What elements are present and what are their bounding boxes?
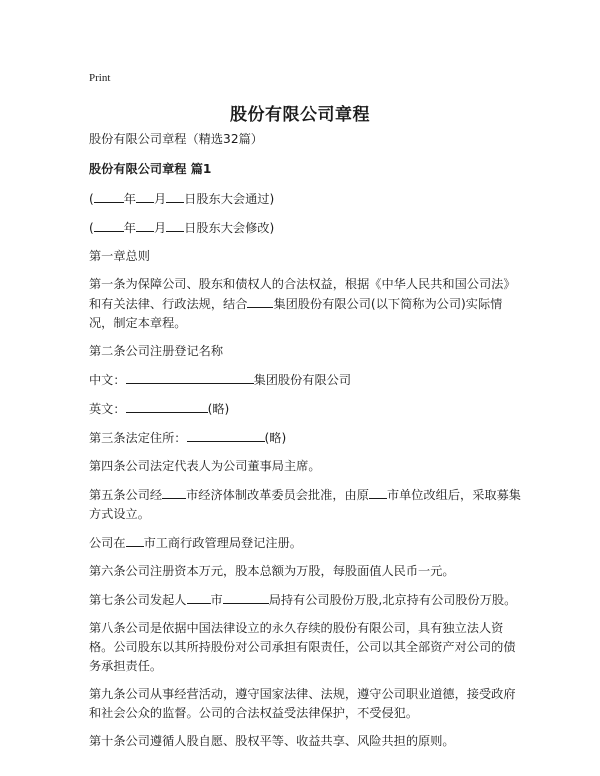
text-fragment: 月 [153,192,167,206]
text-fragment: 第七条公司发起人 [89,593,187,607]
section-title: 股份有限公司章程 篇1 [89,162,212,176]
name-chinese [89,370,521,390]
text-fragment: (略) [207,402,230,416]
text-fragment: ( [89,221,94,235]
document-body [89,130,521,760]
blank-line [166,189,184,203]
text-fragment: 局持有公司股份万股,北京持有公司股份万股。 [268,593,517,607]
text-fragment: 集团股份有限公司 [253,373,352,387]
text-fragment: 中文： [89,373,126,387]
article-5 [89,485,521,524]
article-3 [89,428,521,448]
text-fragment: 公司在 [89,536,126,550]
article-6: 第六条公司注册资本万元，股本总额为万股，每股面值人民币一元。 [89,564,455,578]
registration-note [89,533,521,553]
blank-line [94,218,124,232]
blank-line [187,428,265,442]
text-fragment: 市单位改组后，采取募集方式设立。 [89,488,521,521]
article-9: 第九条公司从事经营活动，遵守国家法律、法规，遵守公司职业道德，接受政府和社会公众的监督。公司的合法权益受法律保护，不受侵犯。 [89,687,516,720]
article-4: 第四条公司法定代表人为公司董事局主席。 [89,459,321,473]
blank-line [94,189,124,203]
text-fragment: 集团股份有限公司(以下简称为公司)实际情况，制定本章程。 [89,297,503,330]
document-title: 股份有限公司章程 [230,105,370,125]
name-english [89,399,521,419]
text-fragment: (略) [264,431,287,445]
blank-line [166,218,184,232]
document-subtitle: 股份有限公司章程（精选32篇） [89,132,263,146]
article-1 [89,275,521,333]
blank-line [369,485,387,499]
paragraph-date-adopted [89,189,521,209]
blank-line [223,590,269,604]
article-8: 第八条公司是依据中国法律设立的永久存续的股份有限公司，具有独立法人资格。公司股东以其所持股份对公司承担有限责任，公司以其全部资产对公司的债务承担责任。 [89,621,516,673]
article-7 [89,590,521,610]
text-fragment: ( [89,192,94,206]
text-fragment: 月 [153,221,167,235]
paragraph-date-amended [89,218,521,238]
blank-line [126,370,254,384]
text-fragment: 第三条法定住所： [89,431,187,445]
text-fragment: 年 [123,221,136,235]
text-fragment: 英文： [89,402,126,416]
text-fragment: 第五条公司经 [89,488,163,502]
text-fragment: 市经济体制改革委员会批准，由原 [186,488,369,502]
text-fragment: 第一条为保障公司、股东和债权人的合法权益，根据《中华人民共和国公司法》和有关法律、行政法规，结合 [89,277,516,311]
text-fragment: 市 [210,593,223,607]
blank-line [136,189,154,203]
text-fragment: 日股东大会修改) [184,221,275,235]
blank-line [162,485,186,499]
blank-line [136,218,154,232]
blank-line [126,399,208,413]
print-label: Print [89,72,111,84]
blank-line [247,294,273,308]
article-10: 第十条公司遵循人股自愿、股权平等、收益共享、风险共担的原则。 [89,734,455,748]
text-fragment: 日股东大会通过) [184,192,275,206]
text-fragment: 市工商行政管理局登记注册。 [143,536,302,550]
blank-line [187,590,211,604]
chapter-heading: 第一章总则 [89,249,150,263]
text-fragment: 年 [123,192,136,206]
blank-line [126,533,144,547]
article-2: 第二条公司注册登记名称 [89,344,224,358]
